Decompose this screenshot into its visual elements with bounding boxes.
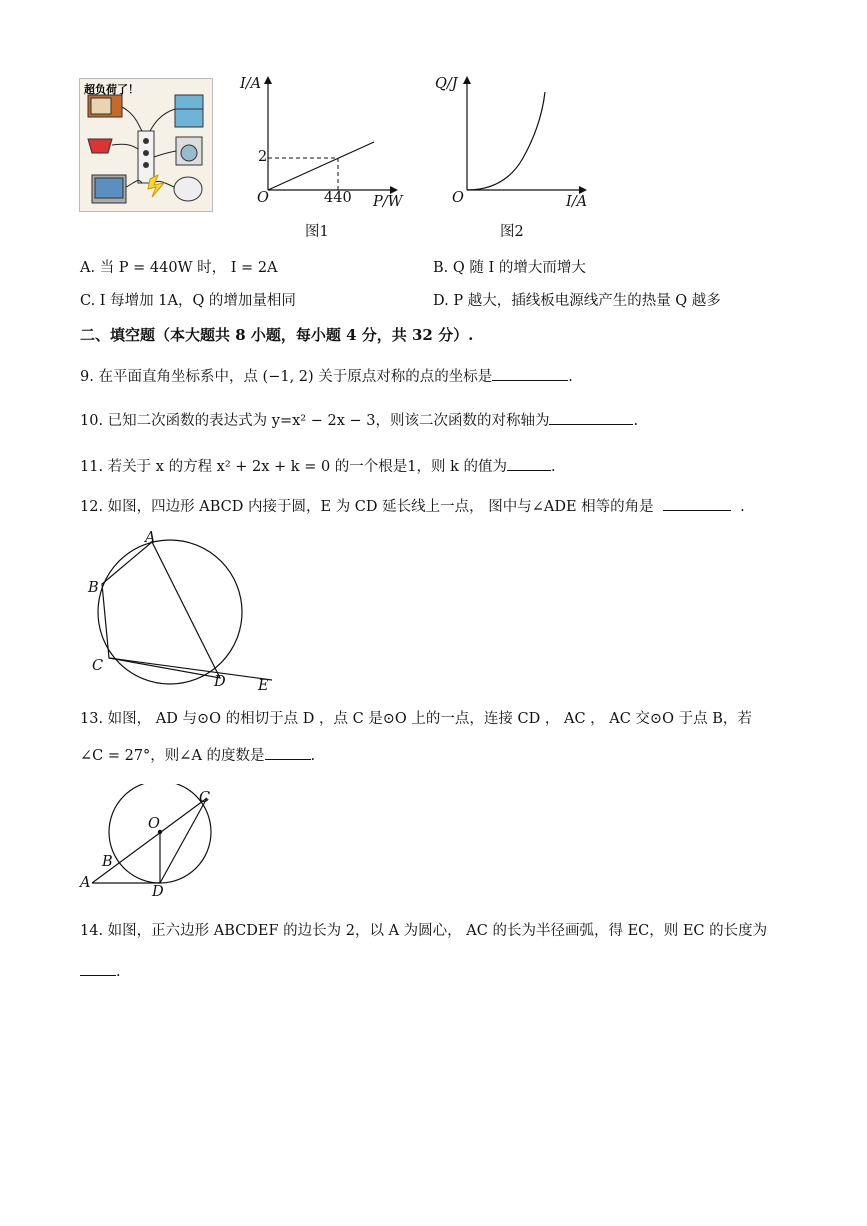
fig1-caption: 图1 <box>305 224 329 240</box>
fig1-origin-label: O <box>257 190 269 206</box>
q11-text: 11. 若关于 x 的方程 x² + 2x + k = 0 的一个根是1，则 k 的值为 <box>80 459 508 475</box>
q13-label-b: B <box>102 854 113 870</box>
q12-label-c: C <box>92 658 104 674</box>
q12-text: 12. 如图，四边形 ABCD 内接于圆，E 为 CD 延长线上一点， 图中与∠ADE 相等的角是 <box>80 499 654 515</box>
sticker-text: 超负荷了！ <box>84 83 139 96</box>
q8-option-a: A. 当 P = 440W 时， I = 2A <box>80 260 278 276</box>
question-9 <box>80 366 573 387</box>
fig2-y-label: Q/J <box>435 76 458 92</box>
q13-line-2-text: ∠C = 27°，则∠A 的度数是 <box>80 748 265 764</box>
question-13-line-2 <box>80 745 315 766</box>
q9-end: . <box>568 369 573 385</box>
question-14-answer <box>80 961 121 982</box>
q8-option-c: C. I 每增加 1A，Q 的增加量相同 <box>80 293 296 309</box>
q12-answer-blank <box>663 496 731 511</box>
question-11 <box>80 456 556 477</box>
fig1-line <box>268 142 374 190</box>
question-12 <box>80 496 745 517</box>
q8-option-b: B. Q 随 I 的增大而增大 <box>433 260 586 276</box>
q13-label-o: O <box>148 816 160 832</box>
q12-circle-figure <box>80 528 280 696</box>
fig1-y-tick: 2 <box>258 149 268 165</box>
fig1-x-label: P/W <box>373 194 403 210</box>
q12-label-e: E <box>258 678 269 694</box>
q12-circle <box>98 540 242 684</box>
q12-label-b: B <box>88 580 99 596</box>
fig2-origin-label: O <box>452 190 464 206</box>
overload-illustration <box>80 79 212 211</box>
q13-label-a: A <box>80 875 91 891</box>
q12-end: . <box>740 499 745 515</box>
fig1-y-label: I/A <box>240 76 262 92</box>
q14-answer-blank <box>80 961 116 976</box>
fig2-caption: 图2 <box>500 224 524 240</box>
section-2-heading: 二、填空题（本大题共 8 小题，每小题 4 分，共 32 分）. <box>80 326 474 344</box>
q14-text: 14. 如图，正六边形 ABCDEF 的边长为 2，以 A 为圆心， AC 的长为半径画弧，得 EC，则 EC 的长度为 <box>80 923 768 939</box>
fig1-x-tick: 440 <box>324 190 352 206</box>
q12-quadrilateral <box>102 542 220 678</box>
q12-label-a: A <box>145 530 156 546</box>
q13-label-d: D <box>152 884 164 900</box>
fig2-x-label: I/A <box>566 194 588 210</box>
q13-line-cd <box>160 798 207 883</box>
q13-end: . <box>310 748 316 764</box>
q13-line-1: 13. 如图， AD 与⊙O 的相切于点 D ，点 C 是⊙O 上的一点，连接 CD ， AC ， AC 交⊙O 于点 B，若 <box>80 711 752 727</box>
q9-text: 9. 在平面直角坐标系中，点 (−1, 2) 关于原点对称的点的坐标是 <box>80 369 493 385</box>
q12-extension-line <box>109 658 272 680</box>
q13-answer-blank <box>265 745 311 760</box>
q10-text: 10. 已知二次函数的表达式为 y=x² − 2x − 3，则该二次函数的对称轴为 <box>80 413 550 429</box>
q11-end: . <box>551 459 556 475</box>
q11-answer-blank <box>507 456 551 471</box>
q13-label-c: C <box>199 790 211 806</box>
q10-end: . <box>633 413 639 429</box>
question-10 <box>80 410 638 431</box>
overload-sticker-image <box>79 78 213 212</box>
q10-answer-blank <box>549 410 633 425</box>
fig2-curve <box>467 92 545 190</box>
q14-end: . <box>116 964 121 980</box>
q9-answer-blank <box>492 366 568 381</box>
q12-label-d: D <box>214 674 226 690</box>
q8-option-d: D. P 越大，插线板电源线产生的热量 Q 越多 <box>433 293 721 309</box>
